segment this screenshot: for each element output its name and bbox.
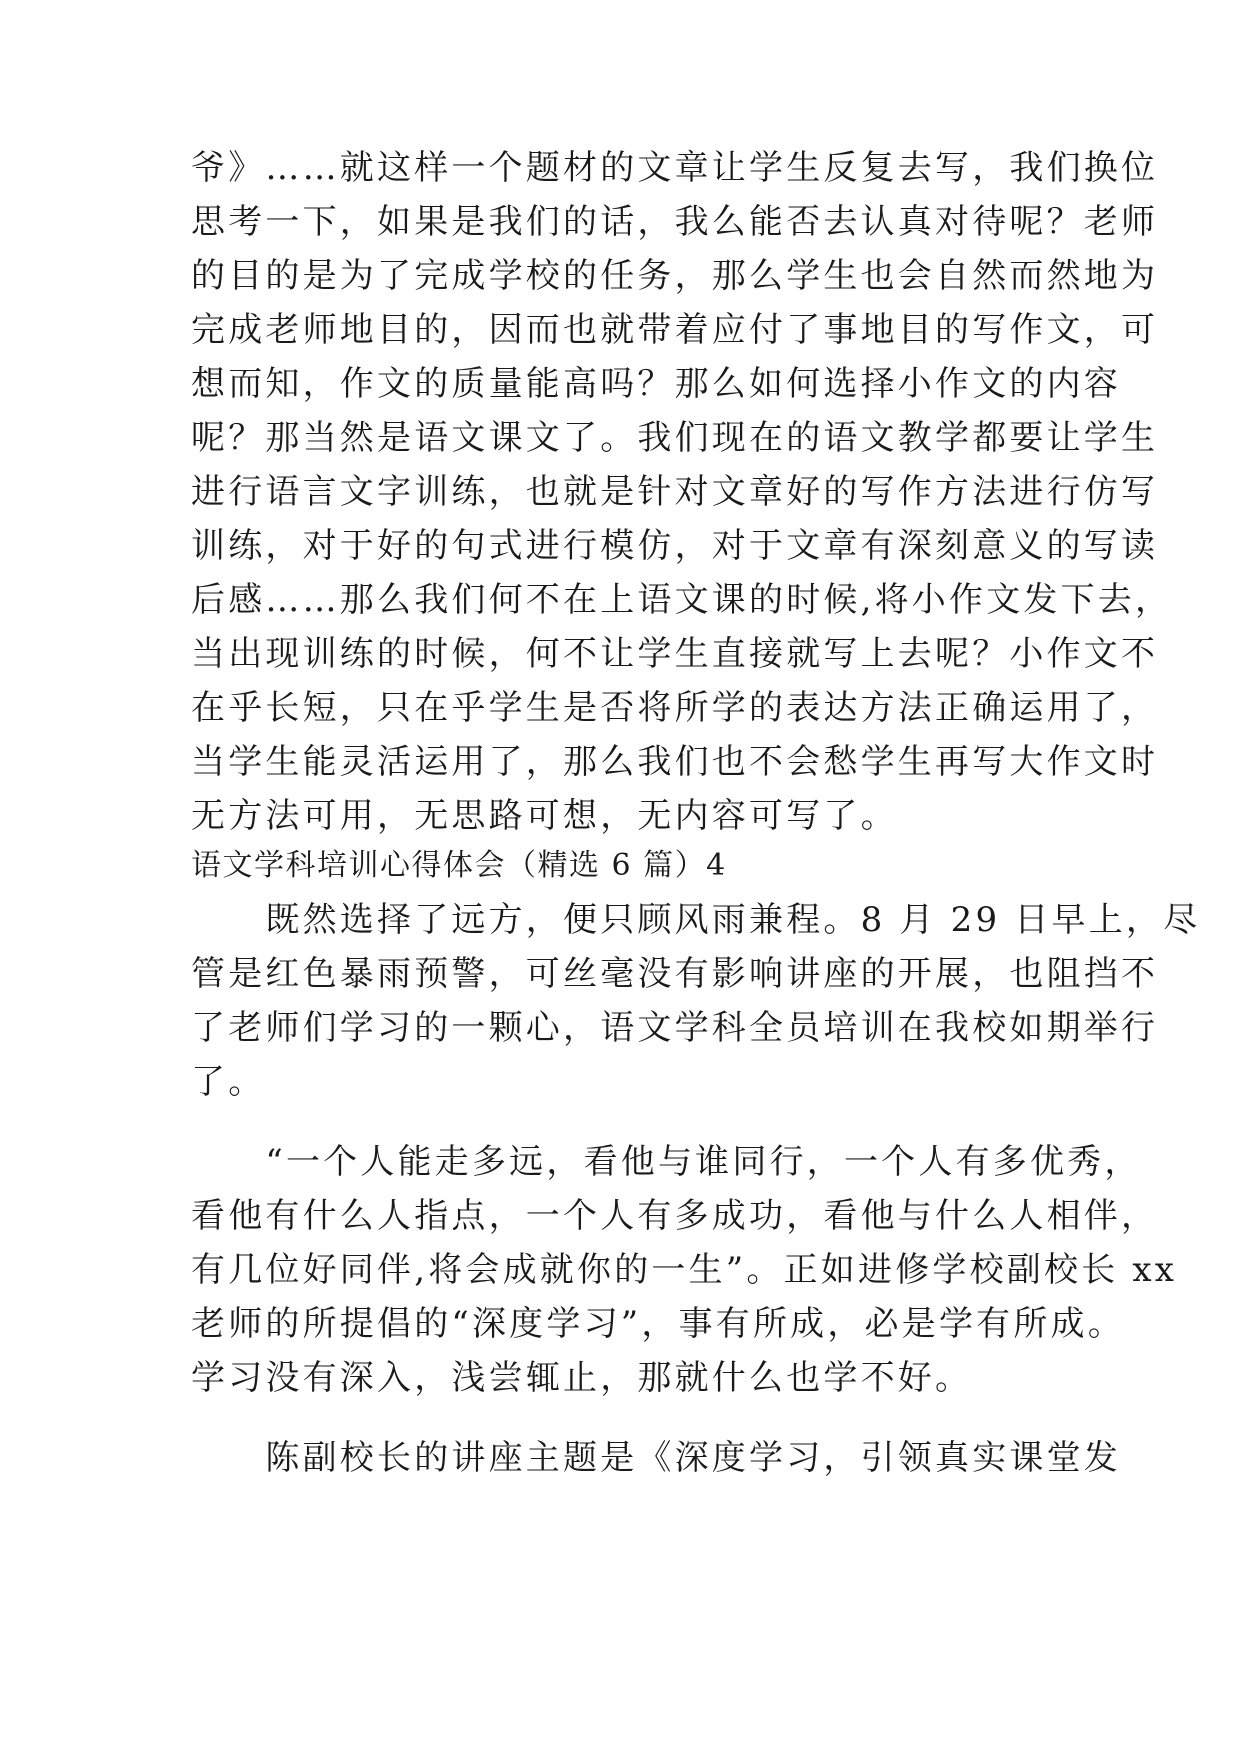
text-line: 既然选择了远方，便只顾风雨兼程。8 月 29 日早上，尽	[191, 900, 1201, 940]
text-line: 呢？那当然是语文课文了。我们现在的语文教学都要让学生	[191, 418, 1159, 458]
text-line: 思考一下，如果是我们的话，我么能否去认真对待呢？老师	[191, 202, 1159, 242]
text-line: 了。	[191, 1062, 266, 1102]
text-line: 在乎长短，只在乎学生是否将所学的表达方法正确运用了，	[191, 688, 1159, 728]
text-line: 想而知，作文的质量能高吗？那么如何选择小作文的内容	[191, 364, 1121, 404]
text-line: 有几位好同伴,将会成就你的一生”。正如进修学校副校长 xx	[191, 1250, 1178, 1290]
text-line: 训练，对于好的句式进行模仿，对于文章有深刻意义的写读	[191, 526, 1159, 566]
text-line: 老师的所提倡的“深度学习”，事有所成，必是学有所成。	[191, 1304, 1125, 1344]
text-line: 完成老师地目的，因而也就带着应付了事地目的写作文，可	[191, 310, 1159, 350]
text-line: 看他有什么人指点，一个人有多成功，看他与什么人相伴，	[191, 1196, 1159, 1236]
text-line: “一个人能走多远，看他与谁同行，一个人有多优秀，	[191, 1142, 1142, 1182]
text-line: 无方法可用，无思路可想，无内容可写了。	[191, 796, 898, 836]
text-line: 后感……那么我们何不在上语文课的时候,将小作文发下去，	[191, 580, 1173, 620]
text-line: 当出现训练的时候，何不让学生直接就写上去呢？小作文不	[191, 634, 1159, 674]
text-line: 当学生能灵活运用了，那么我们也不会愁学生再写大作文时	[191, 742, 1159, 782]
text-line: 爷》……就这样一个题材的文章让学生反复去写，我们换位	[191, 148, 1159, 188]
text-line: 陈副校长的讲座主题是《深度学习，引领真实课堂发	[191, 1438, 1121, 1478]
text-line: 学习没有深入，浅尝辄止，那就什么也学不好。	[191, 1358, 973, 1398]
text-line: 的目的是为了完成学校的任务，那么学生也会自然而然地为	[191, 256, 1159, 296]
text-line: 管是红色暴雨预警，可丝毫没有影响讲座的开展，也阻挡不	[191, 954, 1159, 994]
section-heading: 语文学科培训心得体会（精选 6 篇）4	[191, 848, 727, 883]
text-line: 了老师们学习的一颗心，语文学科全员培训在我校如期举行	[191, 1008, 1159, 1048]
text-line: 进行语言文字训练，也就是针对文章好的写作方法进行仿写	[191, 472, 1159, 512]
